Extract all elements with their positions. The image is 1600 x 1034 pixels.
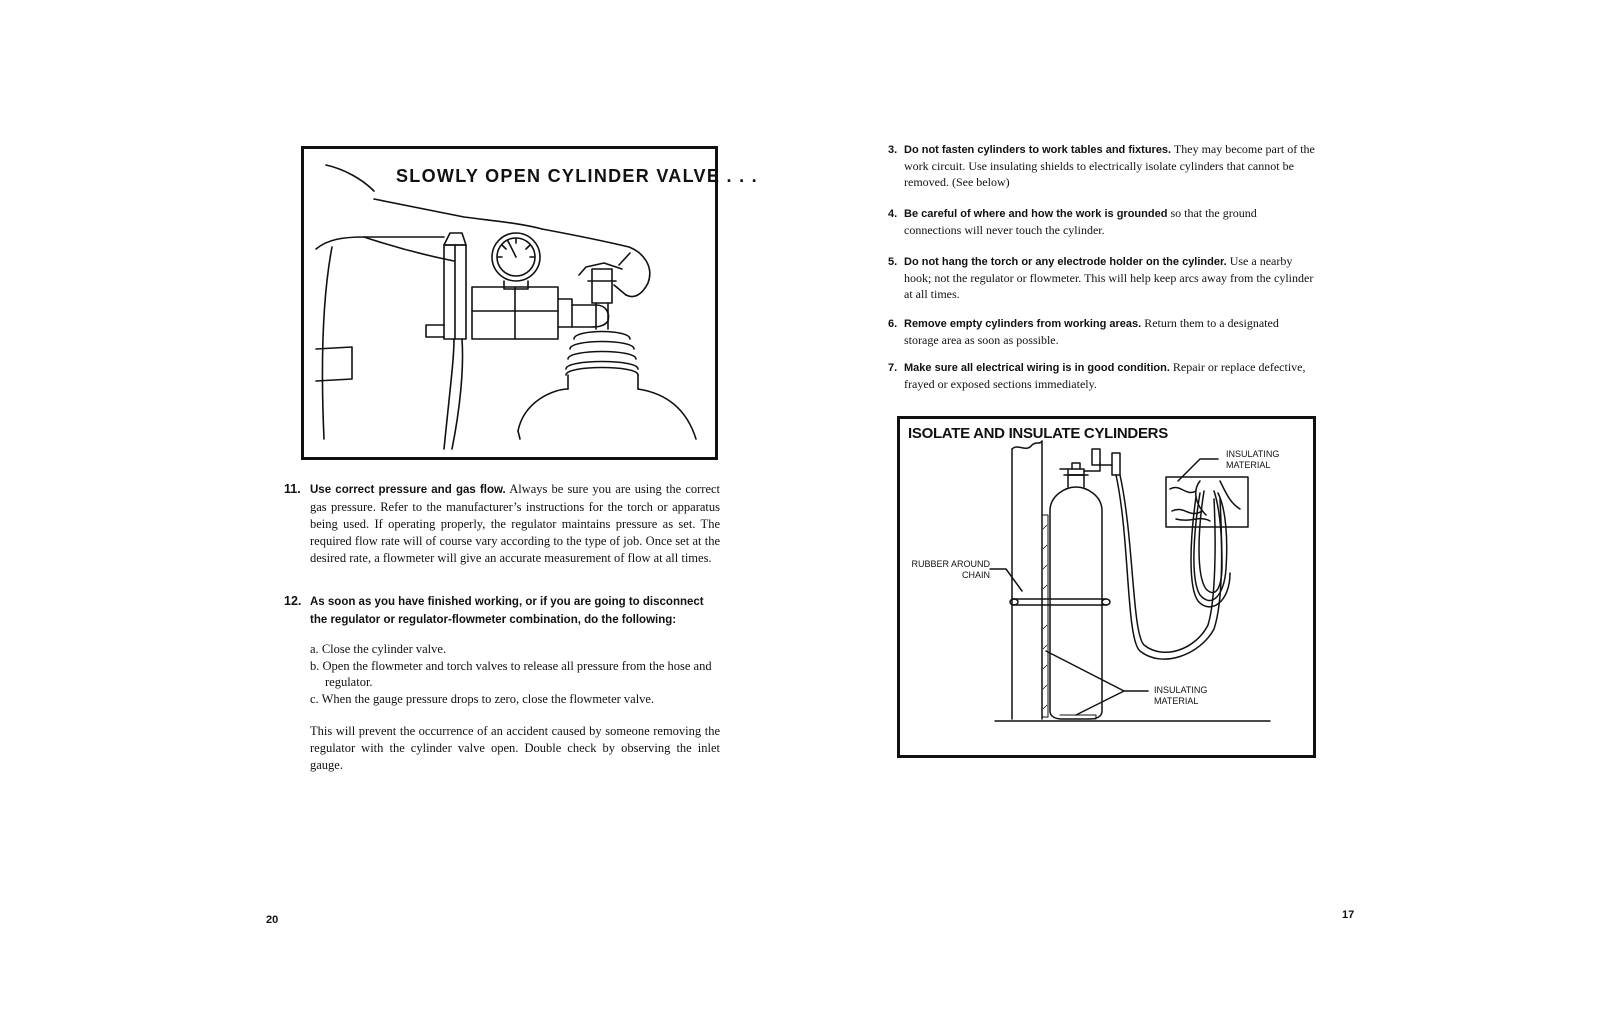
cylinder-valve-drawing: [304, 149, 715, 457]
item-number: 3.: [888, 144, 898, 156]
item-text: Use a nearby hook; not the regulator or flowmeter. This will help keep arcs away from the cylinder at all times.: [904, 254, 1314, 301]
step-c: [310, 691, 720, 707]
item-lead: Remove empty cylinders from working areas.: [904, 318, 1142, 330]
item-11: [310, 481, 720, 567]
item-lead: Do not hang the torch or any electrode holder on the cylinder.: [904, 256, 1227, 268]
isolate-cylinders-illustration: [897, 416, 1316, 758]
item-number: 7.: [888, 362, 898, 374]
page-number-right: 17: [1342, 909, 1355, 921]
item-4: [904, 205, 1316, 238]
figure-title: SLOWLY OPEN CYLINDER VALVE . . .: [396, 166, 758, 186]
item-lead: As soon as you have finished working, or if you are going to disconnect the regulator or regulator-flowmeter combination, do the following:: [310, 596, 704, 626]
step-marker: a.: [310, 642, 319, 656]
step-marker: b.: [310, 659, 320, 673]
item-text: They may become part of the work circuit. Use insulating shields to electrically isolate cylinders that cannot be removed. (See below): [904, 142, 1315, 189]
step-a: [310, 641, 720, 657]
step-text: Close the cylinder valve.: [321, 642, 447, 656]
item-number: 5.: [888, 256, 898, 268]
item-lead: Make sure all electrical wiring is in good condition.: [904, 362, 1170, 374]
item-3: [904, 141, 1316, 190]
item-number: 12.: [284, 594, 302, 608]
item-number: 6.: [888, 318, 898, 330]
item-lead: Use correct pressure and gas flow.: [310, 484, 506, 496]
cylinder-valve-illustration: [301, 146, 758, 460]
callout-insulating-bottom: INSULATING MATERIAL: [1154, 685, 1208, 706]
item-text: Return them to a designated storage area as soon as possible.: [904, 316, 1279, 347]
step-b: [310, 658, 720, 690]
page-number-left: 20: [266, 914, 279, 926]
item-6: [904, 315, 1316, 348]
step-text: When the gauge pressure drops to zero, close the flowmeter valve.: [321, 692, 655, 706]
item-7: [904, 359, 1316, 392]
callout-insulating-top: INSULATING MATERIAL: [1226, 449, 1280, 470]
item-number: 4.: [888, 208, 898, 220]
item-text: Repair or replace defective, frayed or exposed sections immediately.: [904, 360, 1306, 391]
item-lead: Be careful of where and how the work is grounded: [904, 208, 1168, 220]
item-12-lead: [310, 593, 720, 629]
item-text: so that the ground connections will never touch the cylinder.: [904, 206, 1257, 237]
figure-title: ISOLATE AND INSULATE CYLINDERS: [908, 425, 1168, 442]
item-number: 11.: [284, 482, 301, 496]
closing-note: This will prevent the occurrence of an accident caused by someone removing the regulator with the cylinder valve open. Double check by observing the inlet gauge.: [310, 724, 720, 772]
item-lead: Do not fasten cylinders to work tables and fixtures.: [904, 144, 1172, 156]
item-text: Always be sure you are using the correct gas pressure. Refer to the manufacturer’s instructions for the torch or apparatus being used. If operating properly, the regulator maintains pressure as set. The required flow rate will of course vary according to the type of job. Once set at the desired rate, a flowmeter will give an accurate measurement of flow at all times.: [310, 482, 721, 565]
item-5: [904, 253, 1316, 302]
step-marker: c.: [310, 692, 319, 706]
callout-rubber-chain: RUBBER AROUND CHAIN: [911, 559, 990, 580]
step-text: Open the flowmeter and torch valves to release all pressure from the hose and regulator.: [322, 659, 712, 689]
